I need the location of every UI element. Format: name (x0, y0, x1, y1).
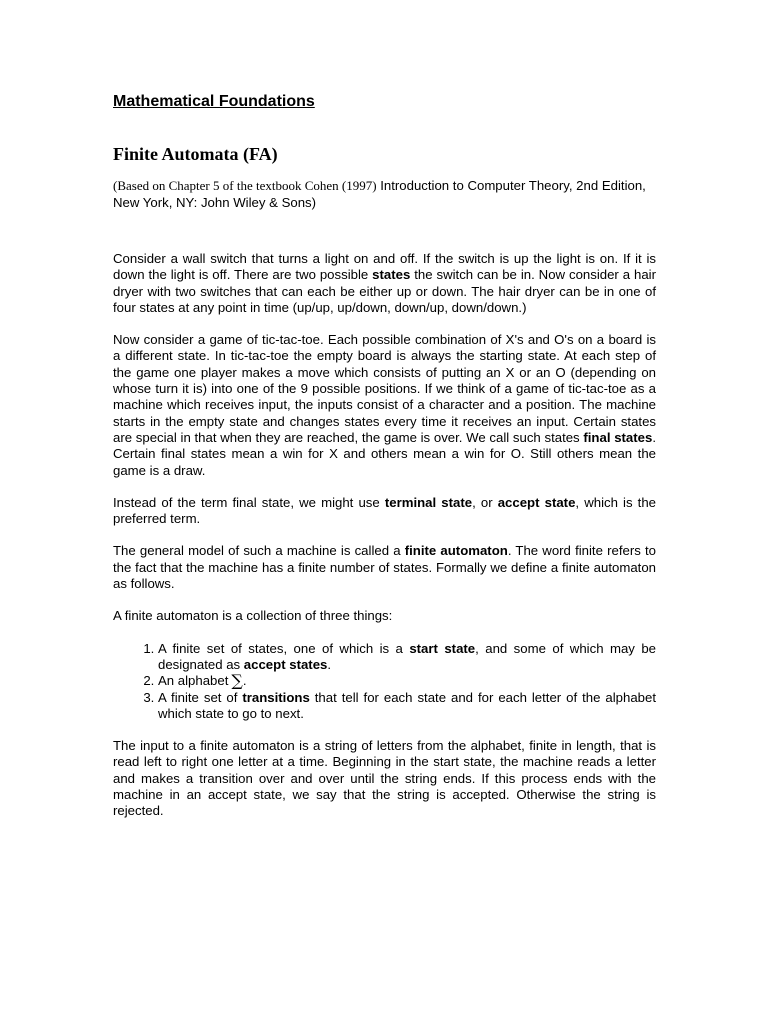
paragraph-text: the switch can be in. Now consider a hair dryer with two switches that can each be either up or down. The hair dryer can be in one of four states at any point in time (up/up, up/down, down/up, down/down.) (113, 267, 656, 315)
sigma-symbol: ∑ (231, 671, 243, 691)
paragraph-collection-intro: A finite automaton is a collection of three things: (113, 608, 393, 624)
list-item-text: An alphabet (158, 673, 229, 689)
paragraph-text: . The word finite refers to the fact that the machine has a finite number of states. Formally we define a finite automaton as follows. (113, 543, 656, 592)
section-title: Finite Automata (FA) (113, 144, 278, 164)
paragraph-text: The general model of such a machine is called a (113, 543, 405, 559)
term-start-state: start state (409, 640, 476, 656)
citation-sans-part: Introduction to Computer Theory, 2nd Edition, New York, NY: John Wiley & Sons) (113, 178, 646, 210)
term-finite-automaton: finite automaton (404, 543, 508, 559)
paragraph-input-processing: The input to a finite automaton is a string of letters from the alphabet, finite in length, that is read left to right one letter at a time. Beginning in the start state, the machine reads a letter and makes a transition over and over until the string ends. If this process ends with the machine in an accept state, we say that the string is accepted. Otherwise the string is rejected. (113, 738, 656, 819)
citation (113, 178, 656, 211)
paragraph-text: Consider a wall switch that turns a light on and off. If the switch is up the light is on. If it is down the light is off. There are two possible (113, 251, 656, 283)
list-item-transitions (158, 690, 656, 723)
term-accept-state: accept state (497, 494, 576, 510)
paragraph-text: , which is the preferred term. (113, 494, 657, 527)
list-item-text: , and some of which may be designated as (158, 640, 656, 672)
paragraph-tic-tac-toe (113, 332, 656, 479)
list-item-text: A finite set of (158, 689, 243, 705)
paragraph-text: . Certain final states mean a win for X and others mean a win for O. Still others mean the game is a draw. (113, 429, 656, 478)
list-item-text: A finite set of states, one of which is a (158, 640, 410, 656)
list-item-alphabet (158, 673, 656, 689)
paragraph-wall-switch (113, 251, 656, 316)
citation-serif-part: (Based on Chapter 5 of the textbook Cohen (1997) (113, 178, 377, 193)
paragraph-terminology (113, 495, 656, 528)
paragraph-text: Instead of the term final state, we might use (113, 494, 385, 510)
term-terminal-state: terminal state (384, 494, 473, 510)
term-transitions: transitions (242, 689, 310, 705)
paragraph-text: Now consider a game of tic-tac-toe. Each possible combination of X's and O's on a board is a different state. In tic-tac-toe the empty board is always the starting state. At each step of the game one player makes a move which consists of putting an X or an O (depending on whose turn it is) into one of the 9 possible positions. If we think of a game of tic-tac-toe as a machine which receives input, the inputs consist of a character and a position. The machine starts in the empty state and changes states every time it receives an input. Certain states are special in that when they are reached, the game is over. We call such states (113, 332, 656, 445)
list-item-text: that tell for each state and for each letter of the alphabet which state to go to next. (158, 689, 657, 721)
term-final-states: final states (583, 429, 653, 445)
document-page (113, 92, 656, 820)
paragraph-general-model (113, 543, 656, 592)
term-accept-states: accept states (243, 656, 328, 672)
term-states: states (372, 267, 411, 283)
list-item-text: . (242, 673, 247, 689)
list-item-text: . (327, 656, 332, 672)
document-heading: Mathematical Foundations (113, 93, 315, 110)
components-list (113, 641, 656, 722)
list-item-states (158, 641, 656, 674)
paragraph-text: , or (472, 494, 498, 510)
